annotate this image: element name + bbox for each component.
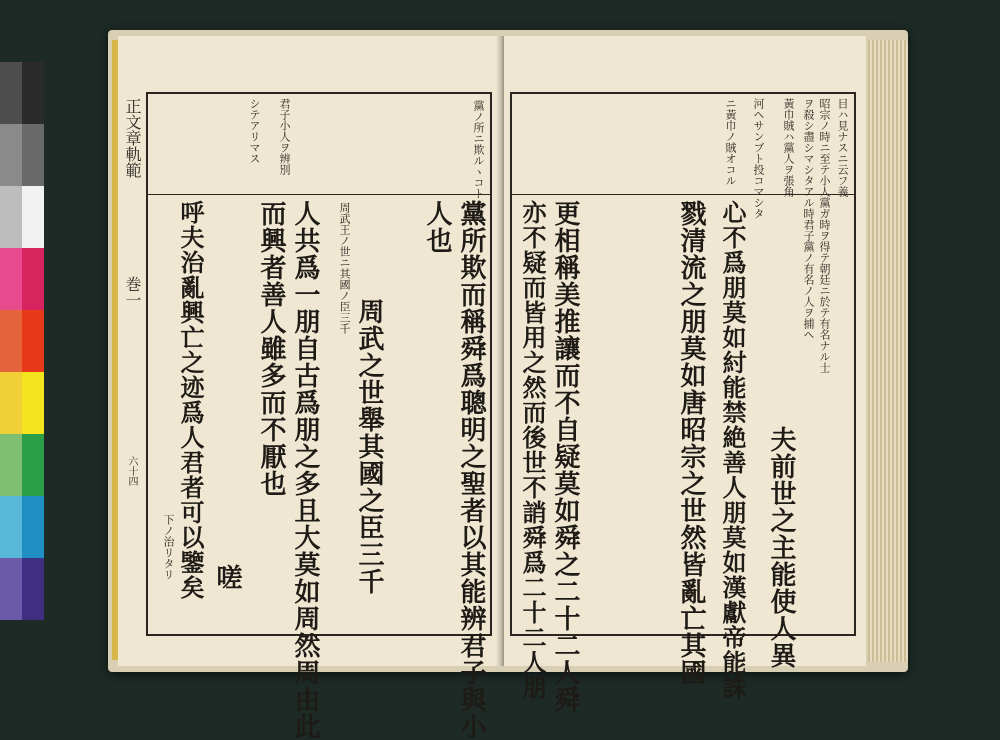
swatch	[0, 62, 22, 124]
annotation-column: 昭宗ノ時ニ至テ小人黨ガ時ヲ得テ朝廷ニ於テ有名ナル士	[818, 98, 831, 373]
color-calibration-strip	[0, 62, 44, 628]
page-number: 六十四	[126, 456, 137, 486]
swatch	[0, 248, 22, 310]
main-text-column: 呼夫治亂興亡之迹爲人君者可以鑒矣	[176, 200, 205, 600]
annotation-column: 黃巾賊ハ黨人ヲ張角	[782, 98, 795, 197]
main-text-column: 人共爲一朋自古爲朋之多且大莫如周然周由此	[290, 200, 320, 740]
main-text-column: 人也	[422, 200, 452, 254]
annotation-column: ヲ殺シ盡シマシタアル時君子黨ノ有名ノ人ヲ捕ヘ	[802, 98, 815, 340]
swatch	[22, 496, 44, 558]
main-text-column: 夫前世之主能使人異	[766, 426, 796, 669]
swatch	[0, 310, 22, 372]
page-fore-edge	[868, 40, 908, 662]
swatch	[0, 434, 22, 496]
main-text-column: 更相稱美推讓而不自疑莫如舜之二十二人舜	[550, 200, 580, 713]
swatch	[0, 124, 22, 186]
swatch	[0, 372, 22, 434]
sheet-title: 正文章軌範	[123, 98, 142, 178]
annotation-column: 下ノ治リタリ	[162, 514, 175, 580]
swatch	[22, 558, 44, 620]
main-text-column: 周武之世舉其國之臣三千	[354, 298, 384, 595]
swatch	[0, 496, 22, 558]
main-text-column: 而興者善人雖多而不厭也	[256, 200, 286, 497]
swatch	[22, 372, 44, 434]
annotation-column: ニ黃巾ノ賊オコル	[724, 98, 737, 186]
swatch	[22, 434, 44, 496]
annotation-rule	[148, 194, 490, 195]
swatch	[0, 558, 22, 620]
annotation-column: 黨ノ所ニ欺ルヽコトナシ	[472, 100, 485, 221]
volume-label: 巻一	[123, 276, 142, 308]
swatch	[22, 310, 44, 372]
annotation-column: 周武王ノ世ニ其國ノ臣三千	[338, 202, 351, 334]
main-text-column: 亦不疑而皆用之然而後世不誚舜爲二十二人朋	[518, 200, 547, 700]
left-page	[118, 36, 502, 740]
text-frame	[146, 92, 492, 740]
annotation-column: 河ヘサンブト投コマシタ	[752, 98, 765, 219]
swatch	[22, 186, 44, 248]
annotation-column: 目ハ見ナスニ云フ義	[836, 98, 849, 197]
swatch	[22, 124, 44, 186]
main-text-column: 黨所欺而稱舜爲聰明之聖者以其能辨君子與小	[456, 200, 486, 740]
right-page	[504, 36, 866, 713]
open-book	[108, 30, 908, 740]
text-frame	[510, 92, 856, 713]
annotation-column: 君子小人ヲ辨別	[278, 98, 291, 175]
main-text-column: 戮清流之朋莫如唐昭宗之世然皆亂亡其國	[676, 200, 706, 686]
swatch	[0, 186, 22, 248]
swatch	[22, 62, 44, 124]
swatch	[22, 248, 44, 310]
annotation-column: シテアリマス	[248, 98, 261, 164]
main-text-column: 心不爲朋莫如紂能禁絶善人朋莫如漢獻帝能誅	[718, 200, 747, 700]
main-text-column: 嗟	[212, 564, 242, 591]
